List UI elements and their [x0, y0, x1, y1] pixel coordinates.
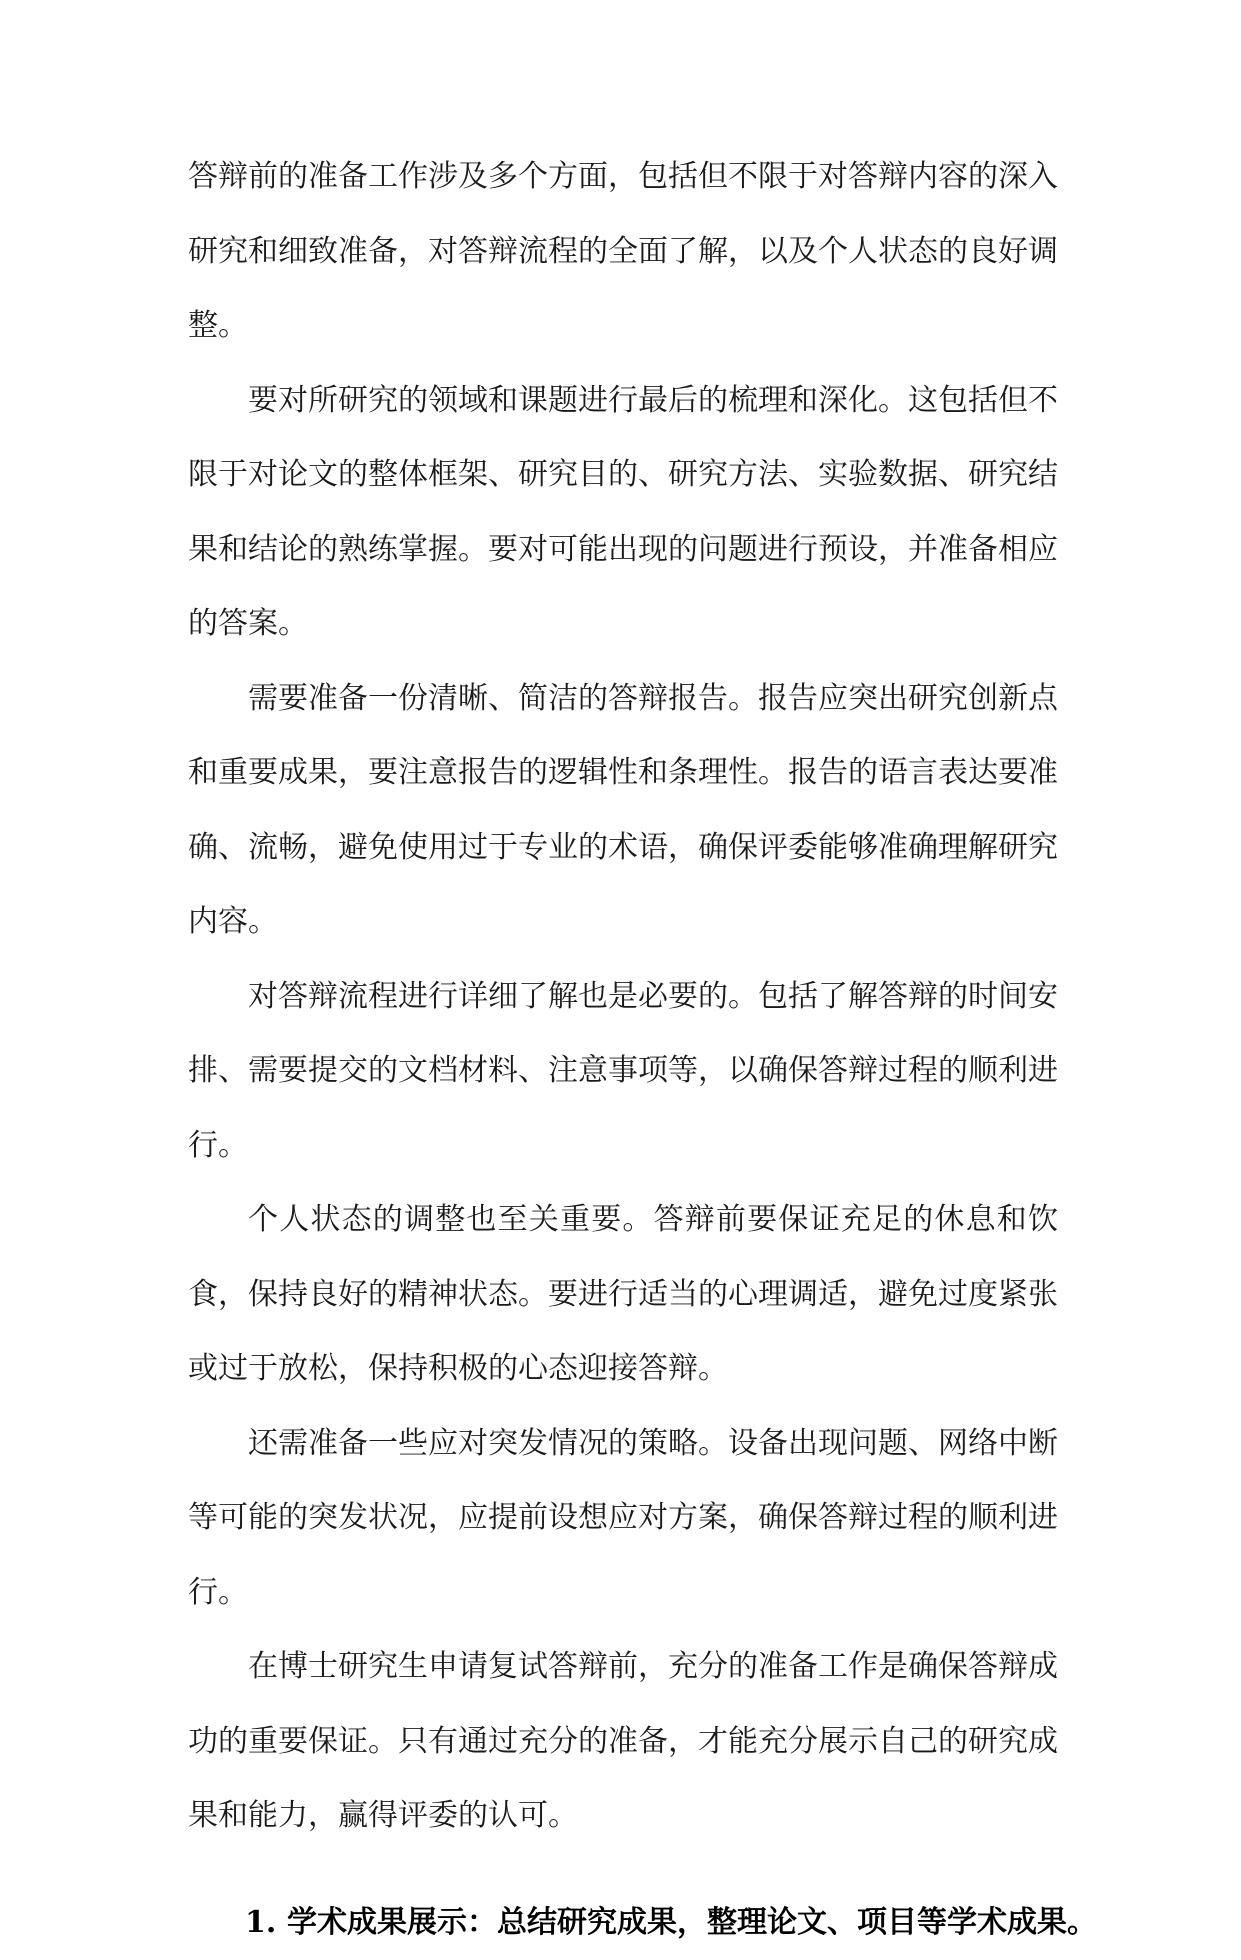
list-item-academic-achievements — [188, 1886, 1097, 1960]
paragraph-conclusion: 在博士研究生申请复试答辩前，充分的准备工作是确保答辩成功的重要保证。只有通过充分的准备，才能充分展示自己的研究成果和能力，赢得评委的认可。 — [188, 1649, 1058, 1833]
paragraph-personal-state: 个人状态的调整也至关重要。答辩前要保证充足的休息和饮食，保持良好的精神状态。要进行适当的心理调适，避免过度紧张或过于放松，保持积极的心态迎接答辩。 — [188, 1202, 1058, 1386]
document-body — [188, 140, 1097, 1960]
list-item-text: 学术成果展示：总结研究成果，整理论文、项目等学术成果。 — [287, 1904, 1097, 1940]
paragraph-research-review: 要对所研究的领域和课题进行最后的梳理和深化。这包括但不限于对论文的整体框架、研究目的、研究方法、实验数据、研究结果和结论的熟练掌握。要对可能出现的问题进行预设，并准备相应的答案。 — [188, 382, 1058, 641]
paragraph-defense-report: 需要准备一份清晰、简洁的答辩报告。报告应突出研究创新点和重要成果，要注意报告的逻辑性和条理性。报告的语言表达要准确、流畅，避免使用过于专业的术语，确保评委能够准确理解研究内容。 — [188, 680, 1058, 939]
paragraph-preparation-overview: 答辩前的准备工作涉及多个方面，包括但不限于对答辩内容的深入研究和细致准备，对答辩流程的全面了解，以及个人状态的良好调整。 — [188, 159, 1058, 343]
list-item-number: 1. — [245, 1904, 277, 1940]
paragraph-contingency: 还需准备一些应对突发情况的策略。设备出现问题、网络中断等可能的突发状况，应提前设想应对方案，确保答辩过程的顺利进行。 — [188, 1425, 1058, 1610]
paragraph-defense-process: 对答辩流程进行详细了解也是必要的。包括了解答辩的时间安排、需要提交的文档材料、注意事项等，以确保答辩过程的顺利进行。 — [188, 978, 1058, 1163]
